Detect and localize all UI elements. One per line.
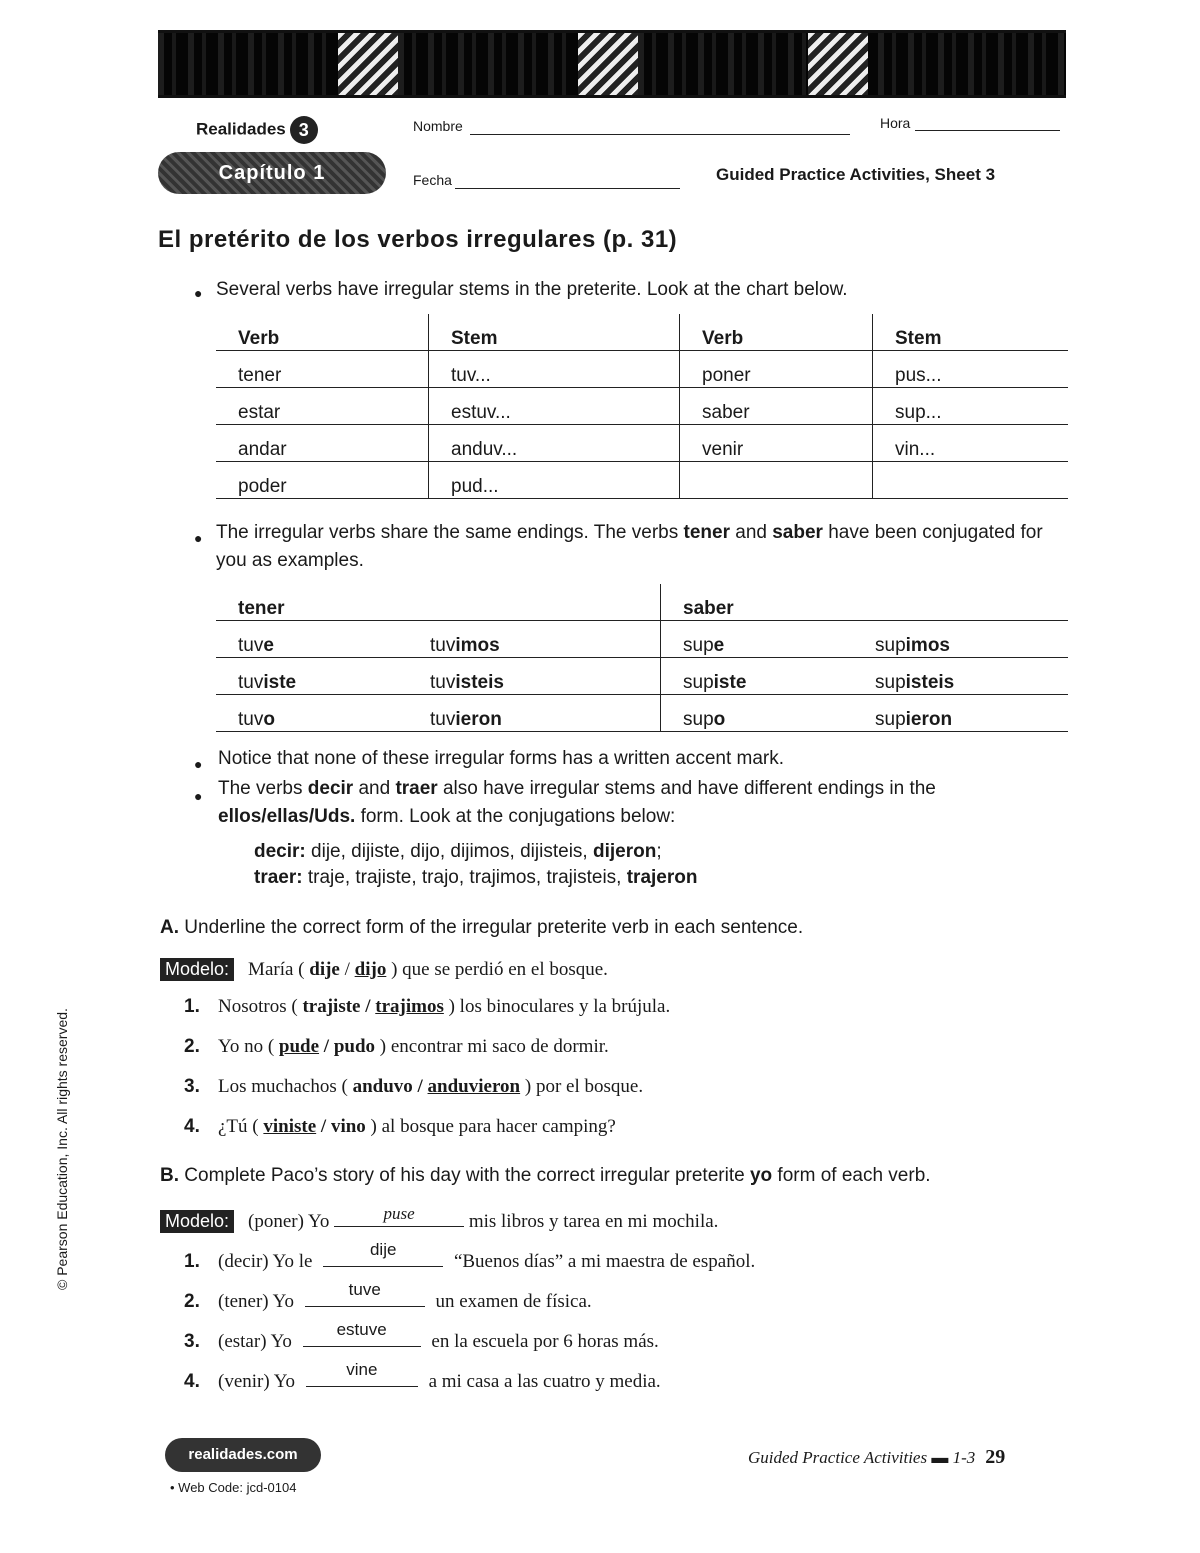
cell: andar xyxy=(216,425,429,462)
answer-blank[interactable]: tuve xyxy=(305,1288,425,1307)
conjugation-cell: tuviste xyxy=(216,658,408,695)
answer-blank[interactable]: estuve xyxy=(303,1328,421,1347)
banner-pattern xyxy=(338,33,398,95)
part-b-item: 3. (estar) Yo estuve en la escuela por 6 horas más. xyxy=(184,1320,659,1352)
conjugation-cell: supo xyxy=(661,695,854,732)
part-a-item: 3. Los muchachos ( anduvo / anduvieron ) por el bosque. xyxy=(184,1076,644,1097)
table-row xyxy=(216,462,1068,499)
table-row xyxy=(216,388,1068,425)
conjugation-cell: tuvimos xyxy=(408,621,661,658)
conjugation-cell: supe xyxy=(661,621,854,658)
bullet-icon: ● xyxy=(194,530,203,546)
conjugation-cell: tuvisteis xyxy=(408,658,661,695)
cell: pus... xyxy=(873,351,1069,388)
option-1[interactable]: trajiste xyxy=(302,996,361,1017)
option-1[interactable]: anduvo xyxy=(352,1076,413,1097)
decir-conjugation: decir: dije, dijiste, dijo, dijimos, dijisteis, dijeron; xyxy=(254,841,662,862)
stems-table xyxy=(216,314,1068,499)
traer-conjugation: traer: traje, trajiste, trajo, trajimos, trajisteis, trajeron xyxy=(254,867,698,888)
bullet-icon: ● xyxy=(194,285,203,301)
modelo-badge: Modelo: xyxy=(160,958,234,981)
accent-note: Notice that none of these irregular forms has a written accent mark. xyxy=(218,748,785,769)
option-1[interactable]: viniste xyxy=(263,1116,317,1137)
conjugation-cell: supisteis xyxy=(853,658,1068,695)
fecha-field[interactable] xyxy=(455,188,680,189)
conjugation-cell: tuve xyxy=(216,621,408,658)
col-header: Stem xyxy=(429,314,680,351)
cell: estar xyxy=(216,388,429,425)
decir-traer-note: The verbs decir and traer also have irregular stems and have different endings in the ellos/ellas/Uds. form. Look at the conjugations below: xyxy=(218,778,936,827)
col-header: saber xyxy=(661,584,854,621)
cell: estuv... xyxy=(429,388,680,425)
banner-pattern xyxy=(578,33,638,95)
nombre-label: Nombre xyxy=(413,118,463,134)
cell xyxy=(873,462,1069,499)
option-2[interactable]: pudo xyxy=(333,1036,376,1057)
realidades-web-logo[interactable]: realidades.com xyxy=(165,1438,321,1472)
col-header xyxy=(408,584,661,621)
col-header: Stem xyxy=(873,314,1069,351)
endings-note: The irregular verbs share the same endings. The verbs tener and saber have been conjugated for you as examples. xyxy=(216,522,1043,571)
intro-text: Several verbs have irregular stems in the preterite. Look at the chart below. xyxy=(216,279,848,300)
part-b-item: 1. (decir) Yo le dije “Buenos días” a mi maestra de español. xyxy=(184,1240,756,1272)
sheet-title: Guided Practice Activities, Sheet 3 xyxy=(716,165,996,184)
realidades-label: Realidades 3 xyxy=(196,116,318,144)
table-row xyxy=(216,351,1068,388)
bullet-icon: ● xyxy=(194,788,203,804)
option-2[interactable]: trajimos xyxy=(375,996,444,1017)
table-row xyxy=(216,425,1068,462)
cell: venir xyxy=(680,425,873,462)
header-banner xyxy=(158,30,1066,98)
conjugation-cell: supimos xyxy=(853,621,1068,658)
cell: sup... xyxy=(873,388,1069,425)
page-title: El pretérito de los verbos irregulares (p. 31) xyxy=(158,226,678,253)
option-1[interactable]: pude xyxy=(278,1036,320,1057)
table-row xyxy=(216,621,1068,658)
answer-blank[interactable]: vine xyxy=(306,1368,418,1387)
option-2[interactable]: anduvieron xyxy=(427,1076,521,1097)
level-badge: 3 xyxy=(290,116,318,144)
table-row xyxy=(216,658,1068,695)
page-number: 29 xyxy=(985,1446,1006,1468)
part-b-instruction: B. Complete Paco’s story of his day with the correct irregular preterite yo form of each verb. xyxy=(160,1165,931,1186)
capitulo-badge: Capítulo 1 xyxy=(158,152,386,194)
part-a-item: 2. Yo no ( pude / pudo ) encontrar mi saco de dormir. xyxy=(184,1036,609,1057)
cell: saber xyxy=(680,388,873,425)
hora-field[interactable] xyxy=(915,130,1060,131)
cell: pud... xyxy=(429,462,680,499)
answer-blank[interactable]: dije xyxy=(323,1248,443,1267)
web-code: • Web Code: jcd-0104 xyxy=(170,1480,297,1495)
option-2[interactable]: vino xyxy=(330,1116,366,1137)
conjugation-cell: supieron xyxy=(853,695,1068,732)
conjugation-table xyxy=(216,584,1068,732)
table-row xyxy=(216,695,1068,732)
col-header xyxy=(853,584,1068,621)
col-header: tener xyxy=(216,584,408,621)
cell xyxy=(680,462,873,499)
copyright-text: © Pearson Education, Inc. All rights reserved. xyxy=(54,1008,70,1290)
nombre-field[interactable] xyxy=(470,134,850,135)
fecha-label: Fecha xyxy=(413,172,452,188)
conjugation-cell: tuvo xyxy=(216,695,408,732)
part-a-modelo: Modelo: María ( dije / dijo ) que se perdió en el bosque. xyxy=(160,958,608,981)
cell: poder xyxy=(216,462,429,499)
cell: tener xyxy=(216,351,429,388)
part-b-item: 2. (tener) Yo tuve un examen de física. xyxy=(184,1280,592,1312)
conjugation-cell: tuvieron xyxy=(408,695,661,732)
cell: poner xyxy=(680,351,873,388)
part-a-item: 4. ¿Tú ( viniste / vino ) al bosque para hacer camping? xyxy=(184,1116,616,1137)
col-header: Verb xyxy=(216,314,429,351)
part-a-item: 1. Nosotros ( trajiste / trajimos ) los binoculares y la brújula. xyxy=(184,996,671,1017)
modelo-answer-blank: puse xyxy=(334,1208,464,1227)
col-header: Verb xyxy=(680,314,873,351)
part-b-modelo: Modelo: (poner) Yo puse mis libros y tarea en mi mochila. xyxy=(160,1208,718,1233)
hora-label: Hora xyxy=(880,115,911,131)
cell: anduv... xyxy=(429,425,680,462)
modelo-badge: Modelo: xyxy=(160,1210,234,1233)
cell: tuv... xyxy=(429,351,680,388)
part-b-item: 4. (venir) Yo vine a mi casa a las cuatro y media. xyxy=(184,1360,661,1392)
footer-label: Guided Practice Activities ▬ 1-3 29 xyxy=(748,1446,1006,1468)
bullet-icon: ● xyxy=(194,756,203,772)
cell: vin... xyxy=(873,425,1069,462)
conjugation-cell: supiste xyxy=(661,658,854,695)
part-a-instruction: A. Underline the correct form of the irregular preterite verb in each sentence. xyxy=(160,917,804,938)
banner-pattern xyxy=(808,33,868,95)
